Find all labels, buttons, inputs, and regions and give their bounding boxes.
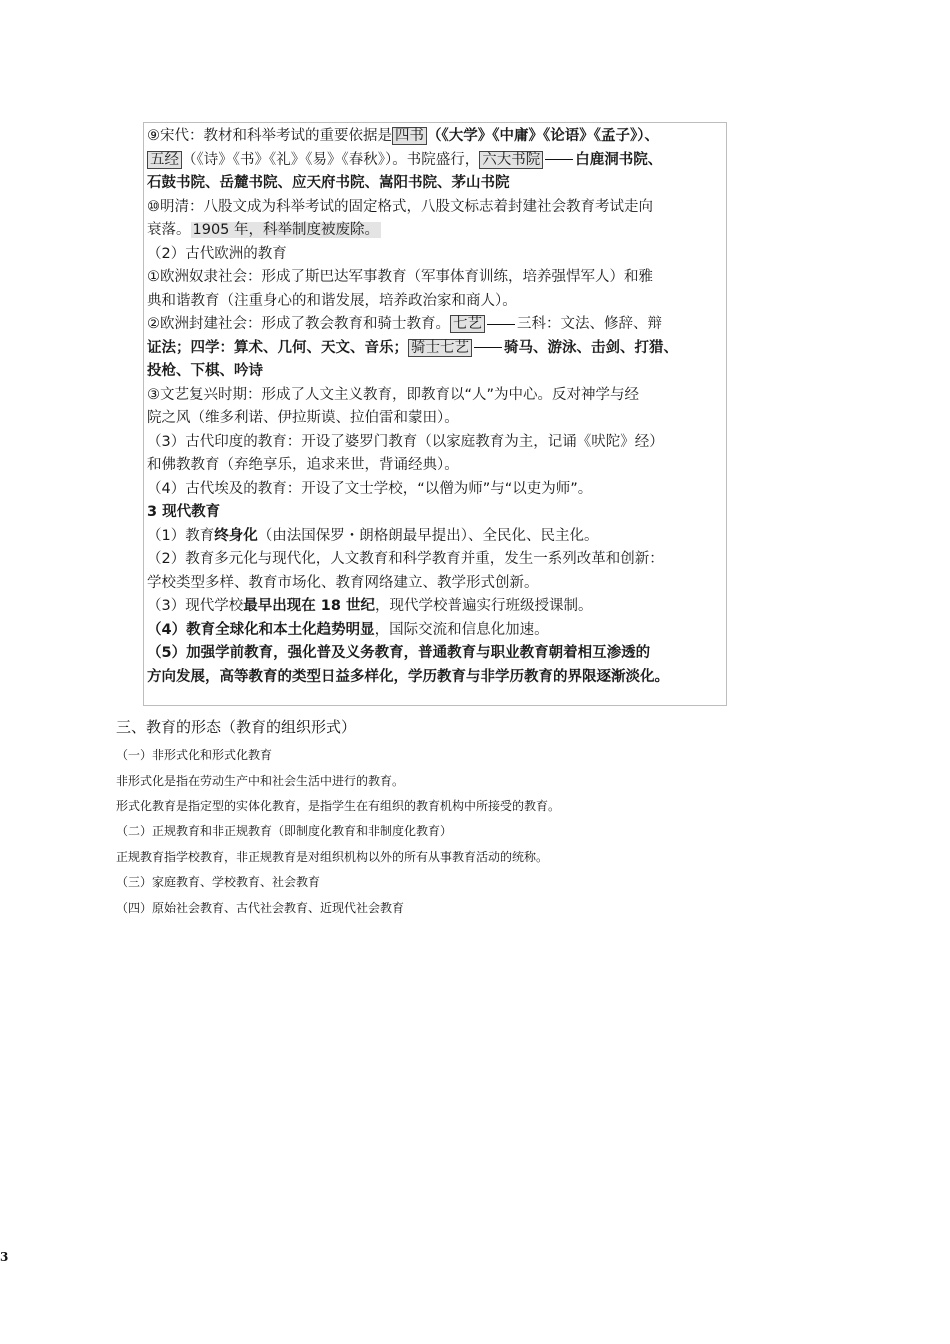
modern-item-1: [147, 525, 726, 549]
four-books-box: 四书: [392, 127, 427, 145]
text: ，国际交流和信息化加速。: [374, 621, 549, 638]
connector-line: [487, 324, 515, 325]
section-heading: 三、教育的形态（教育的组织形式）: [116, 718, 357, 736]
text: 终身化: [214, 527, 258, 544]
europe-feudal-line-1: [147, 313, 726, 337]
text: （由法国保罗・朗格朗最早提出）、全民化、民主化。: [257, 527, 599, 544]
page-number: 3: [0, 1250, 9, 1264]
connector-line: [545, 159, 573, 160]
egypt-line: （4）古代埃及的教育：开设了文士学校，“以僧为师”与“以吏为师”。: [147, 480, 593, 497]
text: ②欧洲封建社会：形成了教会教育和骑士教育。: [147, 316, 450, 332]
modern-education-heading: 3 现代教育: [147, 504, 221, 520]
song-dynasty-line-1: [147, 125, 726, 149]
ming-qing-line: ⑩明清：八股文成为科举考试的固定格式，八股文标志着封建社会教育考试走向: [147, 198, 653, 215]
five-classics-box: 五经: [147, 151, 182, 169]
india-line-1: （3）古代印度的教育：开设了婆罗门教育（以家庭教育为主，记诵《吠陀》经）: [147, 433, 664, 450]
india-line-2: 和佛教教育（弃绝享乐，追求来世，背诵经典）。: [147, 457, 459, 473]
modern-item-5-line-1: （5）加强学前教育，强化普及义务教育，普通教育与职业教育朝着相互渗透的: [147, 645, 651, 661]
paragraph-formal: 形式化教育是指定型的实体化教育，是指学生在有组织的教育机构中所接受的教育。: [116, 799, 561, 813]
text: （4）教育全球化和本土化趋势明显: [147, 621, 375, 638]
subsection-3: （三）家庭教育、学校教育、社会教育: [116, 875, 321, 889]
modern-item-4: [147, 619, 726, 643]
song-dynasty-line-2: [147, 149, 726, 173]
embedded-notes-image: [143, 122, 727, 706]
modern-item-3: [147, 595, 726, 619]
six-academies-box: 六大书院: [479, 151, 543, 169]
subsection-2: （二）正规教育和非正规教育（即制度化教育和非制度化教育）: [116, 824, 453, 838]
academies-list: 石鼓书院、岳麓书院、应天府书院、嵩阳书院、茅山书院: [147, 175, 510, 191]
text: 证法；四学：算术、几何、天文、音乐；: [147, 339, 408, 356]
europe-heading: （2）古代欧洲的教育: [147, 245, 287, 262]
text: 骑马、游泳、击剑、打猎、: [504, 339, 678, 356]
modern-item-2-line-2: 学校类型多样、教育市场化、教育网络建立、教学形式创新。: [147, 574, 539, 591]
text: （3）现代学校: [147, 598, 244, 614]
highlight-1905: 1905 年，科举制度被废除。: [192, 222, 380, 238]
paragraph-regular: 正规教育指学校教育，非正规教育是对组织机构以外的所有从事教育活动的统称。: [116, 850, 549, 864]
subsection-4: （四）原始社会教育、古代社会教育、近现代社会教育: [116, 901, 405, 915]
text: 最早出现在 18 世纪: [243, 598, 376, 614]
ming-qing-line-2: [147, 219, 726, 243]
connector-line: [474, 347, 502, 348]
text: 三科：文法、修辞、辩: [517, 316, 662, 332]
paragraph-informal: 非形式化是指在劳动生产中和社会生活中进行的教育。: [116, 774, 405, 788]
renaissance-line-2: 院之风（维多利诺、伊拉斯谟、拉伯雷和蒙田）。: [147, 410, 459, 426]
five-classics-list: （《诗》《书》《礼》《易》《春秋》）。书院盛行，: [182, 151, 480, 168]
europe-feudal-line-2: [147, 337, 726, 361]
seven-arts-box: 七艺: [450, 315, 485, 333]
europe-slave-line-1: ①欧洲奴隶社会：形成了斯巴达军事教育（军事体育训练，培养强悍军人）和雅: [147, 269, 653, 285]
text: 衰落。: [147, 222, 191, 238]
text: （1）教育: [147, 527, 215, 544]
europe-slave-line-2: 典和谐教育（注重身心的和谐发展，培养政治家和商人）。: [147, 292, 517, 309]
text: 白鹿洞书院、: [575, 151, 663, 168]
renaissance-line-1: ③文艺复兴时期：形成了人文主义教育，即教育以“人”为中心。反对神学与经: [147, 386, 640, 403]
modern-item-5-line-2: 方向发展，高等教育的类型日益多样化，学历教育与非学历教育的界限逐渐淡化。: [147, 668, 669, 685]
knight-arts-box: 骑士七艺: [408, 339, 472, 357]
text: ，现代学校普遍实行班级授课制。: [375, 598, 593, 614]
subsection-1: （一）非形式化和形式化教育: [116, 748, 273, 762]
text: ⑨宋代：教材和科举考试的重要依据是: [147, 128, 392, 144]
modern-item-2-line-1: （2）教育多元化与现代化，人文教育和科学教育并重，发生一系列改革和创新：: [147, 551, 664, 567]
europe-feudal-line-3: 投枪、下棋、吟诗: [147, 363, 263, 379]
four-books-list: （《大学》《中庸》《论语》《孟子》）、: [427, 128, 659, 144]
